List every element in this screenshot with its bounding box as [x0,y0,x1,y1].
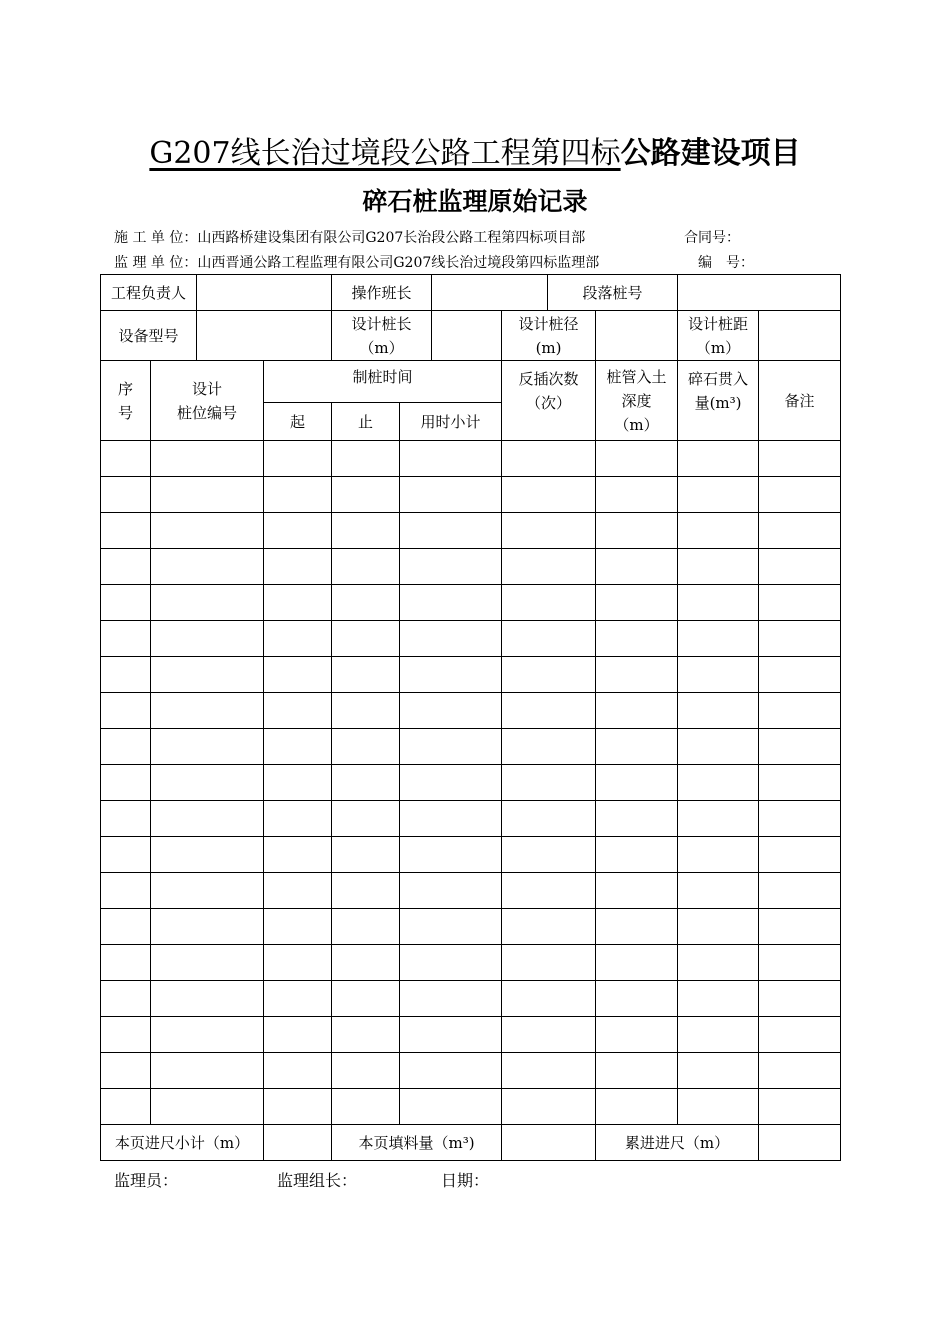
gravel-volume-cell[interactable] [678,945,759,981]
duration-cell[interactable] [400,477,502,513]
cumulative-label: 累进进尺（m） [596,1125,759,1161]
construction-unit-line [114,227,740,247]
document-title [0,128,950,172]
duration-cell[interactable] [400,441,502,477]
end-time-cell[interactable] [332,621,400,657]
reinsert-count-cell[interactable] [502,1053,596,1089]
duration-cell[interactable] [400,837,502,873]
fill-amount-label: 本页填料量（m³) [332,1125,502,1161]
start-time-cell[interactable] [264,513,332,549]
gravel-volume-cell[interactable] [678,657,759,693]
remark-cell[interactable] [759,585,841,621]
remark-cell[interactable] [759,801,841,837]
construction-unit-value: 山西路桥建设集团有限公司G207长治段公路工程第四标项目部 [197,230,586,246]
remark-cell[interactable] [759,657,841,693]
end-time-cell[interactable] [332,693,400,729]
gravel-volume-cell[interactable] [678,909,759,945]
gravel-volume-cell[interactable] [678,549,759,585]
supervision-unit-label: 监 理 单 位： [114,255,198,271]
pile-number-cell[interactable] [151,981,264,1017]
gravel-volume-cell[interactable] [678,729,759,765]
table-row [101,801,841,837]
start-time-cell[interactable] [264,945,332,981]
end-time-cell[interactable] [332,441,400,477]
end-time-cell[interactable] [332,981,400,1017]
remark-cell[interactable] [759,729,841,765]
remark-cell[interactable] [759,549,841,585]
column-header-row-1 [101,361,841,403]
start-time-cell[interactable] [264,441,332,477]
remark-cell[interactable] [759,621,841,657]
start-time-cell[interactable] [264,801,332,837]
depth-cell[interactable] [596,441,678,477]
seq-cell[interactable] [101,801,151,837]
table-row [101,1053,841,1089]
depth-cell[interactable] [596,549,678,585]
pile-number-cell[interactable] [151,693,264,729]
end-time-cell[interactable] [332,873,400,909]
pile-number-cell[interactable] [151,945,264,981]
reinsert-count-cell[interactable] [502,981,596,1017]
start-time-cell[interactable] [264,1017,332,1053]
engineer-value-cell[interactable] [197,275,332,311]
table-row [101,1089,841,1125]
project-suffix: 公路建设项目 [620,136,801,171]
table-row [101,729,841,765]
advance-subtotal-label: 本页进尺小计（m） [101,1125,264,1161]
seq-cell[interactable] [101,657,151,693]
pile-number-cell[interactable] [151,585,264,621]
reinsert-count-cell[interactable] [502,657,596,693]
gravel-volume-cell[interactable] [678,1053,759,1089]
remark-cell[interactable] [759,441,841,477]
equipment-label: 设备型号 [101,311,197,361]
end-time-cell[interactable] [332,1089,400,1125]
gravel-volume-cell[interactable] [678,765,759,801]
depth-cell[interactable] [596,909,678,945]
segment-value-cell[interactable] [678,275,841,311]
remark-cell[interactable] [759,513,841,549]
reinsert-count-cell[interactable] [502,513,596,549]
supervision-unit-line [114,252,754,272]
depth-cell[interactable] [596,945,678,981]
table-row [101,657,841,693]
duration-cell[interactable] [400,513,502,549]
seq-cell[interactable] [101,945,151,981]
remark-cell[interactable] [759,837,841,873]
table-row [101,837,841,873]
seq-cell[interactable] [101,477,151,513]
end-time-cell[interactable] [332,729,400,765]
operator-label: 操作班长 [332,275,432,311]
table-row [101,909,841,945]
duration-cell[interactable] [400,945,502,981]
seq-cell[interactable] [101,441,151,477]
gravel-volume-cell[interactable] [678,513,759,549]
reinsert-count-cell[interactable] [502,1017,596,1053]
record-table [100,274,841,1161]
seq-cell[interactable] [101,585,151,621]
depth-cell[interactable] [596,1053,678,1089]
start-time-cell[interactable] [264,765,332,801]
engineer-label: 工程负责人 [101,275,197,311]
duration-cell[interactable] [400,585,502,621]
duration-cell[interactable] [400,693,502,729]
table-row [101,693,841,729]
remark-cell[interactable] [759,981,841,1017]
reinsert-count-cell[interactable] [502,549,596,585]
start-time-cell[interactable] [264,837,332,873]
design-length-value-cell[interactable] [432,311,502,361]
pile-number-cell[interactable] [151,729,264,765]
end-time-cell[interactable] [332,477,400,513]
serial-number-label: 编 号： [698,255,754,271]
duration-cell[interactable] [400,729,502,765]
end-time-cell[interactable] [332,837,400,873]
design-diameter-label: 设计桩径 (m) [502,311,596,361]
pile-number-cell[interactable] [151,657,264,693]
table-row [101,621,841,657]
duration-header: 用时小计 [400,403,502,441]
gravel-volume-cell[interactable] [678,981,759,1017]
gravel-volume-cell[interactable] [678,801,759,837]
reinsert-count-cell[interactable] [502,909,596,945]
depth-cell[interactable] [596,621,678,657]
reinsert-count-cell[interactable] [502,945,596,981]
pile-number-header: 设计 桩位编号 [151,361,264,441]
gravel-volume-cell[interactable] [678,1017,759,1053]
gravel-header: 碎石贯入 量(m³) [678,361,759,441]
supervisor-label: 监理员： [114,1171,179,1190]
info-row-2 [101,311,841,361]
pile-number-cell[interactable] [151,621,264,657]
design-length-label: 设计桩长 （m） [332,311,432,361]
start-time-cell[interactable] [264,549,332,585]
table-row [101,441,841,477]
start-time-cell[interactable] [264,621,332,657]
remark-cell[interactable] [759,693,841,729]
start-time-cell[interactable] [264,657,332,693]
start-time-cell[interactable] [264,1089,332,1125]
pile-number-cell[interactable] [151,477,264,513]
pile-number-cell[interactable] [151,837,264,873]
reinsert-count-cell[interactable] [502,693,596,729]
pile-number-cell[interactable] [151,1053,264,1089]
reinsert-count-cell[interactable] [502,873,596,909]
pile-number-cell[interactable] [151,513,264,549]
depth-cell[interactable] [596,585,678,621]
seq-cell[interactable] [101,693,151,729]
seq-cell[interactable] [101,981,151,1017]
equipment-value-cell[interactable] [197,311,332,361]
remark-cell[interactable] [759,477,841,513]
end-time-cell[interactable] [332,909,400,945]
pile-number-cell[interactable] [151,1017,264,1053]
start-time-cell[interactable] [264,1053,332,1089]
remark-cell[interactable] [759,1017,841,1053]
duration-cell[interactable] [400,1089,502,1125]
fill-amount-value-cell[interactable] [502,1125,596,1161]
end-time-cell[interactable] [332,585,400,621]
reinsert-count-cell[interactable] [502,477,596,513]
end-time-cell[interactable] [332,945,400,981]
info-row-1 [101,275,841,311]
table-row [101,945,841,981]
design-spacing-label: 设计桩距 （m） [678,311,759,361]
reinsert-count-cell[interactable] [502,801,596,837]
seq-cell[interactable] [101,621,151,657]
table-row [101,1017,841,1053]
table-row [101,513,841,549]
seq-cell[interactable] [101,549,151,585]
reinsert-header: 反插次数 （次） [502,361,596,441]
end-time-cell[interactable] [332,765,400,801]
table-row [101,477,841,513]
end-time-cell[interactable] [332,549,400,585]
supervision-unit-value: 山西晋通公路工程监理有限公司G207线长治过境段第四标监理部 [197,255,600,271]
duration-cell[interactable] [400,1053,502,1089]
duration-cell[interactable] [400,621,502,657]
duration-cell[interactable] [400,981,502,1017]
date-label: 日期： [441,1171,490,1190]
seq-header: 序 号 [101,361,151,441]
cumulative-value-cell[interactable] [759,1125,841,1161]
remark-cell[interactable] [759,945,841,981]
gravel-volume-cell[interactable] [678,477,759,513]
depth-cell[interactable] [596,477,678,513]
reinsert-count-cell[interactable] [502,729,596,765]
duration-cell[interactable] [400,549,502,585]
table-row [101,765,841,801]
depth-cell[interactable] [596,1017,678,1053]
table-row [101,585,841,621]
gravel-volume-cell[interactable] [678,873,759,909]
start-time-cell[interactable] [264,585,332,621]
contract-number-label: 合同号： [684,230,740,246]
seq-cell[interactable] [101,1017,151,1053]
pile-time-header: 制桩时间 [264,361,502,403]
seq-cell[interactable] [101,1053,151,1089]
segment-label: 段落桩号 [548,275,678,311]
end-time-cell[interactable] [332,801,400,837]
start-time-cell[interactable] [264,729,332,765]
duration-cell[interactable] [400,1017,502,1053]
summary-row [101,1125,841,1161]
start-time-cell[interactable] [264,909,332,945]
gravel-volume-cell[interactable] [678,1089,759,1125]
start-time-cell[interactable] [264,873,332,909]
gravel-volume-cell[interactable] [678,621,759,657]
gravel-volume-cell[interactable] [678,585,759,621]
end-time-header: 止 [332,403,400,441]
start-time-cell[interactable] [264,981,332,1017]
pile-number-cell[interactable] [151,441,264,477]
reinsert-count-cell[interactable] [502,441,596,477]
start-time-header: 起 [264,403,332,441]
reinsert-count-cell[interactable] [502,621,596,657]
table-row [101,549,841,585]
gravel-volume-cell[interactable] [678,837,759,873]
end-time-cell[interactable] [332,513,400,549]
depth-cell[interactable] [596,765,678,801]
end-time-cell[interactable] [332,657,400,693]
group-leader-label: 监理组长： [277,1171,358,1190]
reinsert-count-cell[interactable] [502,837,596,873]
design-spacing-value-cell[interactable] [759,311,841,361]
table-row [101,873,841,909]
duration-cell[interactable] [400,657,502,693]
project-name: G207线长治过境段公路工程第四标 [149,136,621,171]
depth-cell[interactable] [596,801,678,837]
remark-cell[interactable] [759,1053,841,1089]
start-time-cell[interactable] [264,477,332,513]
gravel-volume-cell[interactable] [678,441,759,477]
remark-header: 备注 [759,361,841,441]
start-time-cell[interactable] [264,693,332,729]
duration-cell[interactable] [400,801,502,837]
seq-cell[interactable] [101,873,151,909]
remark-cell[interactable] [759,1089,841,1125]
depth-cell[interactable] [596,1089,678,1125]
end-time-cell[interactable] [332,1053,400,1089]
reinsert-count-cell[interactable] [502,765,596,801]
construction-unit-label: 施 工 单 位： [114,230,198,246]
depth-cell[interactable] [596,837,678,873]
pile-number-cell[interactable] [151,765,264,801]
reinsert-count-cell[interactable] [502,585,596,621]
depth-cell[interactable] [596,873,678,909]
duration-cell[interactable] [400,765,502,801]
depth-cell[interactable] [596,981,678,1017]
depth-cell[interactable] [596,729,678,765]
advance-subtotal-value-cell[interactable] [264,1125,332,1161]
end-time-cell[interactable] [332,1017,400,1053]
pile-number-cell[interactable] [151,801,264,837]
form-subtitle: 碎石桩监理原始记录 [362,187,588,216]
depth-cell[interactable] [596,657,678,693]
depth-cell[interactable] [596,513,678,549]
seq-cell[interactable] [101,909,151,945]
seq-cell[interactable] [101,837,151,873]
seq-cell[interactable] [101,729,151,765]
reinsert-count-cell[interactable] [502,1089,596,1125]
depth-cell[interactable] [596,693,678,729]
operator-value-cell[interactable] [432,275,548,311]
duration-cell[interactable] [400,909,502,945]
pile-number-cell[interactable] [151,549,264,585]
remark-cell[interactable] [759,909,841,945]
pile-number-cell[interactable] [151,909,264,945]
design-diameter-value-cell[interactable] [596,311,678,361]
pile-number-cell[interactable] [151,873,264,909]
remark-cell[interactable] [759,765,841,801]
seq-cell[interactable] [101,513,151,549]
remark-cell[interactable] [759,873,841,909]
seq-cell[interactable] [101,765,151,801]
gravel-volume-cell[interactable] [678,693,759,729]
duration-cell[interactable] [400,873,502,909]
depth-header: 桩管入土 深度 （m） [596,361,678,441]
seq-cell[interactable] [101,1089,151,1125]
table-row [101,981,841,1017]
pile-number-cell[interactable] [151,1089,264,1125]
